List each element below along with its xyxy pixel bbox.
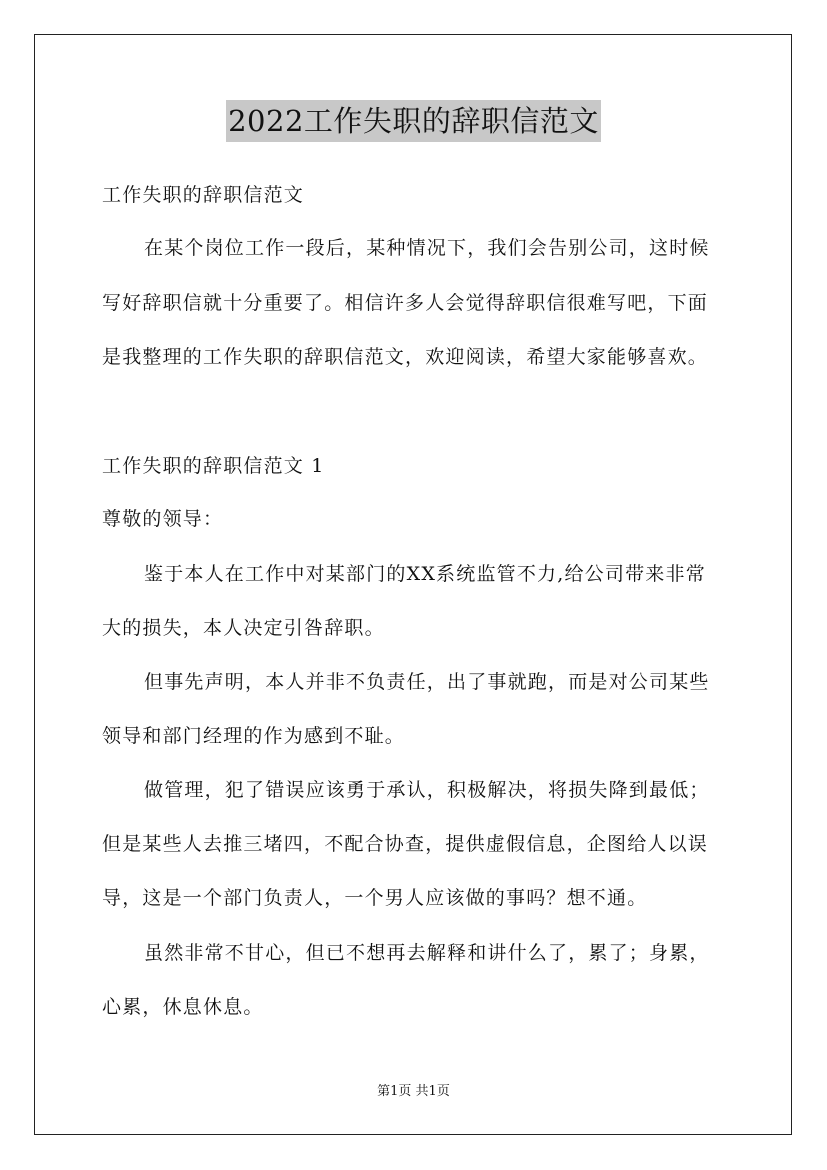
body-line: 领导和部门经理的作为感到不耻。 — [102, 725, 406, 747]
body-line: 但是某些人去推三堵四，不配合协查，提供虚假信息，企图给人以误 — [102, 833, 709, 855]
document-subtitle: 工作失职的辞职信范文 — [102, 184, 305, 206]
salutation: 尊敬的领导： — [102, 508, 224, 530]
document-title: 2022工作失职的辞职信范文 — [226, 100, 601, 142]
title-container — [0, 100, 827, 142]
body-line: 虽然非常不甘心，但已不想再去解释和讲什么了，累了；身累， — [144, 942, 710, 964]
section-heading: 工作失职的辞职信范文 1 — [102, 455, 325, 477]
page-footer: 第1页 共1页 — [377, 1084, 450, 1099]
intro-line: 是我整理的工作失职的辞职信范文，欢迎阅读，希望大家能够喜欢。 — [102, 346, 709, 368]
intro-line: 在某个岗位工作一段后，某种情况下，我们会告别公司，这时候 — [144, 237, 710, 259]
body-line: 但事先声明，本人并非不负责任，出了事就跑，而是对公司某些 — [144, 671, 710, 693]
body-line: 心累，休息休息。 — [102, 996, 264, 1018]
body-line: 做管理，犯了错误应该勇于承认，积极解决，将损失降到最低； — [144, 779, 710, 801]
body-line: 导，这是一个部门负责人，一个男人应该做的事吗？想不通。 — [102, 887, 648, 909]
body-line: 大的损失，本人决定引咎辞职。 — [102, 617, 385, 639]
body-line: 鉴于本人在工作中对某部门的XX系统监管不力,给公司带来非常 — [144, 563, 706, 585]
intro-line: 写好辞职信就十分重要了。相信许多人会觉得辞职信很难写吧，下面 — [102, 292, 709, 314]
